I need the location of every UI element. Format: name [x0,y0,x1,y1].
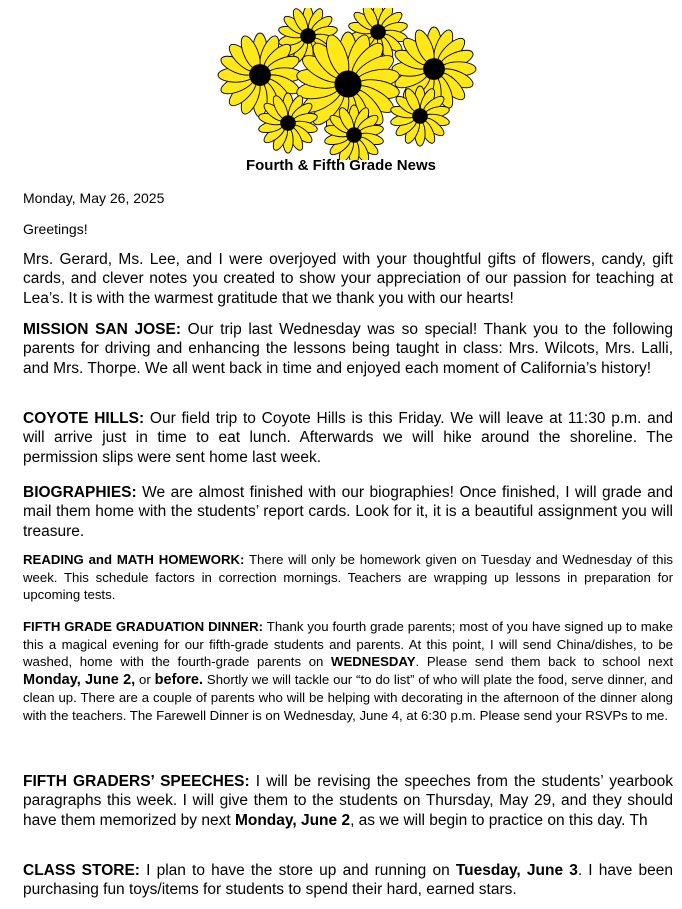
newsletter-title: Fourth & Fifth Grade News [245,157,436,174]
emphasis-monday-june-2: Monday, June 2 [234,811,351,829]
section-text: . Please send them back to school next [415,654,673,670]
emphasis-monday-june-2: Monday, June 2, [23,671,136,688]
section-text: Our field trip to Coyote Hills is this Friday. We will leave at 11:30 p.m. and will arrive just in time to eat lunch. Afterwards we will hike around the shoreline. The permission slips were sent home last week. [23,410,673,466]
emphasis-tuesday-june-3: Tuesday, June 3 [455,862,578,879]
section-text: I will be revising the speeches from the students’ yearbook paragraphs this week. I will give them to the students on Thursday, May 29, and they should have them memorized by next [23,773,674,829]
section-heading: FIFTH GRADE GRADUATION DINNER: [23,619,264,634]
emphasis-wednesday: WEDNESDAY [331,654,416,670]
section-fifth-graders-speeches [23,772,673,830]
section-text: Our trip last Wednesday was so special! Thank you to the following parents for driving and enhancing the lessons being taught in class: Mrs. Wilcots, Mrs. Lalli, and Mrs. Thorpe. We all went back in time and enjoyed each moment of California’s history! [23,321,673,377]
section-heading: MISSION SAN JOSE: [23,321,182,338]
section-text: Thank you fourth grade parents; most of you have signed up to make this a magical evening for our fifth-grade students and parents. At this point, I will send China/dishes, to be washed, home with the fourth-grade parents on [23,619,673,670]
section-heading: FIFTH GRADERS’ SPEECHES: [23,773,250,790]
section-text: There will only be homework given on Tuesday and Wednesday of this week. This schedule factors in correction mornings. Teachers are wrapping up lessons in preparation for upcoming tests. [23,552,673,603]
sunflowers-illustration [210,8,490,160]
section-reading-math-homework [23,551,673,604]
emphasis-before: before. [154,671,204,688]
section-text: Shortly we will tackle our “to do list” of who will plate the food, serve dinner, and clean up. There are a couple of parents who will be helping with decorating in the afternoon of the dinner along with the teachers. The Farewell Dinner is on Wednesday, June 4, at 6:30 p.m. Please send your RSVPs to me. [23,671,673,723]
section-text: or [135,671,155,687]
section-heading: COYOTE HILLS: [23,410,145,427]
section-biographies [23,483,673,541]
section-text: , as we will begin to practice on this day. Th [350,811,648,829]
section-text: We are almost finished with our biographies! Once finished, I will grade and mail them home with the students’ report cards. Look for it, it is a beautiful assignment you will treasure. [23,484,673,540]
section-text: . I have been purchasing fun toys/items for students to spend their hard, earned stars. [23,862,674,899]
intro-paragraph: Mrs. Gerard, Ms. Lee, and I were overjoyed with your thoughtful gifts of flowers, candy, gift cards, and clever notes you created to show your appreciation of our passion for teaching at Lea’s. It is with the warmest gratitude that we thank you with our hearts! [23,251,673,307]
section-mission-san-jose [23,320,673,378]
section-coyote-hills [23,409,673,467]
section-fifth-grade-graduation-dinner [23,618,673,725]
section-text: I plan to have the store up and running on [139,862,456,879]
greeting: Greetings! [23,221,88,237]
section-heading: READING and MATH HOMEWORK: [23,552,245,567]
section-heading: BIOGRAPHIES: [23,484,137,501]
section-class-store [23,861,673,900]
section-heading: CLASS STORE: [23,862,140,879]
newsletter-date: Monday, May 26, 2025 [23,190,165,206]
